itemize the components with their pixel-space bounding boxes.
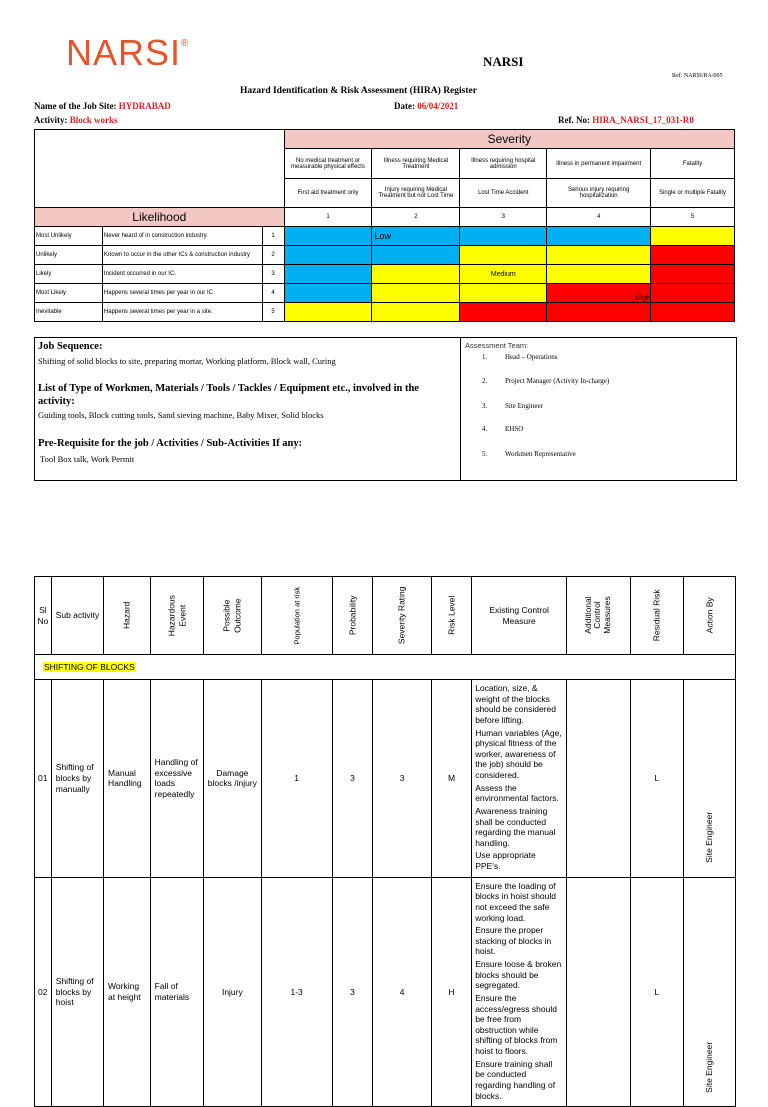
control-measure: Human variables (Age, physical fitness of the worker, awareness of the job) should be considered.: [475, 727, 562, 780]
risk-cell-yellow: [460, 246, 547, 265]
severity-desc2-1: First aid treatment only: [284, 179, 372, 208]
section-title: SHIFTING OF BLOCKS: [44, 661, 135, 672]
date-line: [394, 101, 458, 111]
table-row: [35, 877, 736, 1107]
cell-sl: 01: [35, 680, 52, 878]
registered-mark: ®: [181, 38, 190, 49]
job-info-box: [34, 337, 737, 481]
risk-label-low: Low: [372, 227, 460, 246]
header-sub-activity-text: Sub activity: [55, 610, 100, 621]
severity-desc1-2: Illness requiring Medical Treatment: [372, 149, 460, 179]
team-member: [482, 425, 523, 433]
risk-cell-yellow: [372, 284, 460, 303]
risk-label-high: High: [547, 284, 651, 303]
document-ref: Ref: NARSI/RA/005: [672, 73, 723, 79]
cell-hazardous-event: Fall of materials: [150, 877, 203, 1107]
workmen-text: Guiding tools, Block cutting tools, Sand sieving machine, Baby Mixer, Solid blocks: [38, 410, 324, 420]
team-member-number: 1.: [482, 353, 488, 361]
cell-possible-outcome: Damage blocks /injury: [204, 680, 262, 878]
likelihood-number: 4: [262, 284, 284, 303]
header-additional-control: [567, 577, 631, 655]
risk-cell-red: [651, 265, 735, 284]
header-population: [261, 577, 332, 655]
risk-cell-yellow: [372, 265, 460, 284]
likelihood-description: Known to occur in the other ICs & construction industry: [102, 246, 262, 265]
risk-cell-red: [651, 303, 735, 322]
risk-cell-blue: [460, 227, 547, 246]
risk-cell-yellow: [372, 303, 460, 322]
likelihood-description: Happens several times per year in our IC: [102, 284, 262, 303]
severity-number-2: 2: [372, 208, 460, 227]
prereq-title: Pre-Requisite for the job / Activities / Sub-Activities If any:: [38, 438, 303, 449]
cell-severity: 3: [373, 680, 432, 878]
control-measure: Ensure loose & broken blocks should be segregated.: [475, 959, 562, 991]
cell-risk-level: H: [431, 877, 471, 1107]
control-measure: Location, size, & weight of the blocks should be considered before lifting.: [475, 683, 557, 725]
team-member-role: EHSO: [505, 425, 524, 433]
team-member-role: Site Engineer: [505, 402, 543, 410]
refno-line: [558, 115, 694, 125]
control-measure: Assess the environmental factors.: [475, 782, 559, 804]
table-row: [35, 680, 736, 878]
header-possible-outcome: [204, 577, 262, 655]
risk-cell-yellow: [651, 227, 735, 246]
header-existing-control-text: Existing Control Measure: [489, 604, 549, 626]
prereq-text: Tool Box talk, Work Permit: [40, 454, 135, 464]
severity-desc2-3: Lost Time Accident: [460, 179, 547, 208]
likelihood-title: Likelihood: [35, 208, 285, 227]
header-risk-level-text: Risk Level: [446, 595, 457, 636]
severity-desc1-1: No medical treatment or measurable physical effects: [284, 149, 372, 179]
refno-value: HIRA_NARSI_17_031-R0: [592, 115, 694, 125]
header-residual-risk-text: Residual Risk: [651, 589, 662, 642]
header-hazard-text: Hazard: [121, 601, 132, 630]
action-by-text: Site Engineer: [704, 811, 715, 863]
severity-desc2-2: Injury requiring Medical Treatment but not Lost Time: [372, 179, 460, 208]
header-hazard: [104, 577, 151, 655]
severity-number-3: 3: [460, 208, 547, 227]
cell-severity: 4: [373, 877, 432, 1107]
severity-desc2-4: Serious injury requiring hospitalization: [547, 179, 651, 208]
header-probability: [332, 577, 373, 655]
team-member: [482, 353, 557, 361]
cell-action-by: [683, 877, 735, 1107]
likelihood-name: Most Likely: [35, 284, 103, 303]
team-member-role: Workmen Representative: [505, 450, 576, 458]
control-measure: Ensure training shall be conducted regarding handling of blocks.: [475, 1058, 556, 1101]
cell-action-by: [683, 680, 735, 878]
header-severity-text: Severity Rating: [396, 586, 407, 645]
header-action-by: [683, 577, 735, 655]
risk-cell-blue: [284, 284, 372, 303]
header-sub-activity: [51, 577, 103, 655]
likelihood-name: Unlikely: [35, 246, 103, 265]
job-site-label: Name of the Job Site:: [34, 101, 117, 111]
severity-title: Severity: [284, 130, 734, 149]
cell-hazardous-event: Handling of excessive loads repeatedly: [150, 680, 203, 878]
header-sl-text: Sl No: [37, 604, 49, 626]
document-title: Hazard Identification & Risk Assessment (HIRA) Register: [240, 86, 477, 96]
cell-sub-activity: Shifting of blocks by manually: [51, 680, 103, 878]
risk-cell-yellow: [284, 303, 372, 322]
likelihood-row: [35, 265, 735, 284]
risk-cell-blue: [372, 246, 460, 265]
workmen-title: List of Type of Workmen, Materials / Tools / Tackles / Equipment etc., involved in the activity:: [38, 383, 419, 407]
header-action-by-text: Action By: [704, 597, 715, 634]
date-label: Date:: [394, 101, 415, 111]
hira-table: [34, 576, 736, 1107]
risk-cell-blue: [284, 246, 372, 265]
cell-sub-activity: Shifting of blocks by hoist: [51, 877, 103, 1107]
cell-possible-outcome: Injury: [204, 877, 262, 1107]
section-row: [35, 655, 736, 680]
risk-cell-blue: [284, 227, 372, 246]
job-site-value: HYDRABAD: [118, 101, 171, 111]
risk-cell-red: [651, 284, 735, 303]
header-population-text: Population at risk: [291, 587, 301, 645]
cell-residual-risk: L: [630, 680, 683, 878]
risk-cell-yellow: [460, 284, 547, 303]
activity-value: Block works: [69, 115, 118, 125]
company-name: NARSI: [483, 54, 524, 69]
control-measure: Use appropriate PPE's.: [475, 850, 536, 871]
likelihood-row: [35, 284, 735, 303]
team-title: Assessment Team:: [465, 341, 529, 350]
likelihood-number: 1: [262, 227, 284, 246]
likelihood-name: Likely: [35, 265, 103, 284]
severity-number-5: 5: [651, 208, 735, 227]
activity-label: Activity:: [34, 115, 68, 125]
team-member-number: 2.: [482, 377, 488, 385]
risk-cell-yellow: [547, 265, 651, 284]
likelihood-description: Incident occurred in our IC.: [102, 265, 262, 284]
severity-desc1-5: Fatality: [651, 149, 735, 179]
likelihood-row: [35, 303, 735, 322]
severity-number-1: 1: [284, 208, 372, 227]
cell-hazard: Manual Handling: [104, 680, 151, 878]
severity-desc2-5: Single or multiple Fatality: [651, 179, 735, 208]
cell-risk-level: M: [431, 680, 471, 878]
team-member-number: 4.: [482, 425, 488, 433]
team-member-number: 3.: [482, 402, 488, 410]
likelihood-name: Inevitable: [35, 303, 103, 322]
risk-cell-yellow: [547, 246, 651, 265]
control-measure: Ensure the loading of blocks in hoist should not exceed the safe working load.: [475, 880, 556, 923]
likelihood-name: Most Unlikely: [35, 227, 103, 246]
header-residual-risk: [630, 577, 683, 655]
cell-hazard: Working at height: [104, 877, 151, 1107]
cell-residual-risk: L: [630, 877, 683, 1107]
severity-desc1-4: Illness in permanent impairment: [547, 149, 651, 179]
job-sequence-text: Shifting of solid blocks to site, preparing mortar, Working platform, Block wall, Curing: [38, 356, 336, 366]
team-member: [482, 402, 543, 410]
job-site-line: [34, 101, 171, 111]
severity-number-4: 4: [547, 208, 651, 227]
cell-population: 1-3: [261, 877, 332, 1107]
control-measure: Ensure the access/egress should be free from obstruction while shifting of blocks from hoist to floors.: [475, 992, 558, 1056]
control-measure: Awareness training shall be conducted regarding the manual handling.: [475, 805, 556, 848]
risk-cell-red: [651, 246, 735, 265]
cell-sl: 02: [35, 877, 52, 1107]
company-logo: [66, 32, 189, 74]
cell-population: 1: [261, 680, 332, 878]
header-severity: [373, 577, 432, 655]
likelihood-description: Happens several times per year in a site.: [102, 303, 262, 322]
risk-matrix: [34, 129, 735, 322]
likelihood-row: [35, 246, 735, 265]
team-member-role: Project Manager (Activity In-charge): [505, 377, 610, 385]
risk-cell-blue: [284, 265, 372, 284]
risk-label-medium: Medium: [460, 265, 547, 284]
control-measure: Ensure the proper stacking of blocks in hoist.: [475, 925, 552, 957]
cell-existing-control: [472, 877, 567, 1107]
risk-cell-blue: [547, 227, 651, 246]
date-value: 06/04/2021: [417, 101, 459, 111]
team-member-number: 5.: [482, 450, 488, 458]
header-existing-control: [472, 577, 567, 655]
header-hazardous-event: [150, 577, 203, 655]
header-risk-level: [431, 577, 471, 655]
header-hazardous-event-text: Hazardous Event: [166, 594, 187, 637]
header-sl: [35, 577, 52, 655]
header-probability-text: Probability: [347, 595, 358, 636]
refno-label: Ref. No:: [558, 115, 590, 125]
cell-probability: 3: [332, 877, 373, 1107]
cell-additional-control: [567, 680, 631, 878]
severity-desc1-3: Illness requiring hospital admission: [460, 149, 547, 179]
cell-existing-control: [472, 680, 567, 878]
logo-text: NARSI: [66, 32, 182, 73]
likelihood-number: 3: [262, 265, 284, 284]
risk-cell-red: [547, 303, 651, 322]
activity-line: [34, 115, 118, 125]
info-divider: [460, 338, 461, 480]
team-member-role: Head – Operations: [505, 353, 558, 361]
likelihood-description: Never heard of in construction industry.: [102, 227, 262, 246]
cell-additional-control: [567, 877, 631, 1107]
team-member: [482, 377, 609, 385]
team-member: [482, 450, 576, 458]
likelihood-number: 5: [262, 303, 284, 322]
likelihood-number: 2: [262, 246, 284, 265]
job-sequence-title: Job Sequence:: [38, 341, 103, 352]
header-possible-outcome-text: Possible Outcome: [221, 598, 243, 633]
cell-probability: 3: [332, 680, 373, 878]
matrix-blank-corner: [35, 130, 285, 208]
header-additional-control-text: Additional Control Measures: [583, 596, 613, 635]
risk-cell-red: [460, 303, 547, 322]
action-by-text: Site Engineer: [704, 1041, 715, 1093]
likelihood-row: [35, 227, 735, 246]
